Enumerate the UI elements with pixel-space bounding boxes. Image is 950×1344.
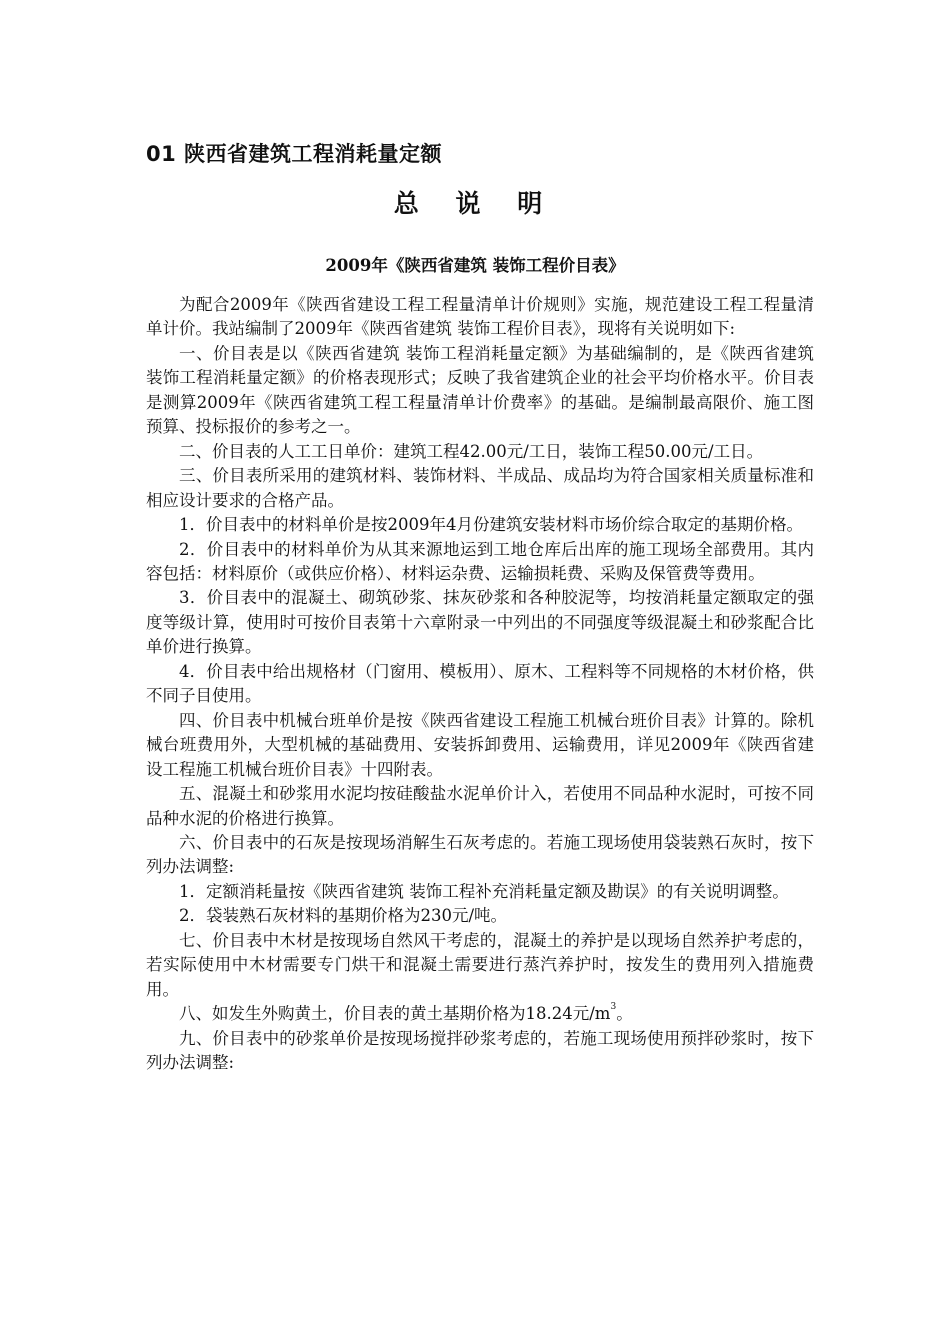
paragraph-item-1: 一、价目表是以《陕西省建筑 装饰工程消耗量定额》为基础编制的，是《陕西省建筑 装饰工程消耗量定额》的价格表现形式；反映了我省建筑企业的社会平均价格水平。价目表是测算2009年《陕西省建筑工程工程量清单计价费率》的基础。是编制最高限价、施工图预算、投标报价的参考之一。	[146, 343, 814, 437]
paragraph-intro: 为配合2009年《陕西省建设工程工程量清单计价规则》实施，规范建设工程工程量清单计价。我站编制了2009年《陕西省建筑 装饰工程价目表》，现将有关说明如下:	[146, 295, 814, 339]
paragraph-item-3-3: 3．价目表中的混凝土、砌筑砂浆、抹灰砂浆和各种胶泥等，均按消耗量定额取定的强度等级计算，使用时可按价目表第十六章附录一中列出的不同强度等级混凝土和砂浆配合比单价进行换算。	[146, 588, 814, 657]
paragraph-item-5: 五、混凝土和砂浆用水泥均按硅酸盐水泥单价计入，若使用不同品种水泥时，可按不同品种水泥的价格进行换算。	[146, 784, 814, 828]
paragraph-item-2: 二、价目表的人工工日单价：建筑工程42.00元/工日，装饰工程50.00元/工日。	[179, 441, 764, 461]
cubic-superscript: 3	[610, 1002, 617, 1013]
paragraph-item-3-1: 1．价目表中的材料单价是按2009年4月份建筑安装材料市场价综合取定的基期价格。	[179, 515, 803, 535]
paragraph-item-7: 七、价目表中木材是按现场自然风干考虑的，混凝土的养护是以现场自然养护考虑的，若实际使用中木材需要专门烘干和混凝土需要进行蒸汽养护时，按发生的费用列入措施费用。	[146, 930, 814, 999]
paragraph-item-3-4: 4．价目表中给出规格材（门窗用、模板用）、原木、工程料等不同规格的木材价格，供不同子目使用。	[146, 661, 814, 706]
paragraph-item-8-text: 八、如发生外购黄土，价目表的黄土基期价格为18.24元/m	[179, 1004, 611, 1024]
paragraph-item-9: 九、价目表中的砂浆单价是按现场搅拌砂浆考虑的，若施工现场使用预拌砂浆时，按下列办法调整:	[146, 1028, 814, 1073]
paragraph-item-6: 六、价目表中的石灰是按现场消解生石灰考虑的。若施工现场使用袋装熟石灰时，按下列办法调整:	[146, 832, 814, 877]
paragraph-item-6-1: 1．定额消耗量按《陕西省建筑 装饰工程补充消耗量定额及勘误》的有关说明调整。	[179, 881, 789, 901]
paragraph-item-8-end: 。	[616, 1004, 633, 1024]
paragraph-item-3-2: 2．价目表中的材料单价为从其来源地运到工地仓库后出库的施工现场全部费用。其内容包括：材料原价（或供应价格）、材料运杂费、运输损耗费、采购及保管费等费用。	[146, 539, 814, 583]
document-subtitle: 2009年《陕西省建筑 装饰工程价目表》	[325, 256, 625, 275]
paragraph-item-3: 三、价目表所采用的建筑材料、装饰材料、半成品、成品均为符合国家相关质量标准和相应设计要求的合格产品。	[146, 466, 814, 510]
paragraph-item-8	[146, 1002, 814, 1026]
section-heading: 01 陕西省建筑工程消耗量定额	[146, 142, 443, 166]
paragraph-item-4: 四、价目表中机械台班单价是按《陕西省建设工程施工机械台班价目表》计算的。除机械台班费用外，大型机械的基础费用、安装拆卸费用、运输费用，详见2009年《陕西省建设工程施工机械台班价目表》十四附表。	[146, 710, 814, 779]
paragraph-item-6-2: 2．袋装熟石灰材料的基期价格为230元/吨。	[179, 906, 508, 926]
page-title: 总 说 明	[393, 189, 557, 218]
body-text	[146, 293, 814, 1076]
